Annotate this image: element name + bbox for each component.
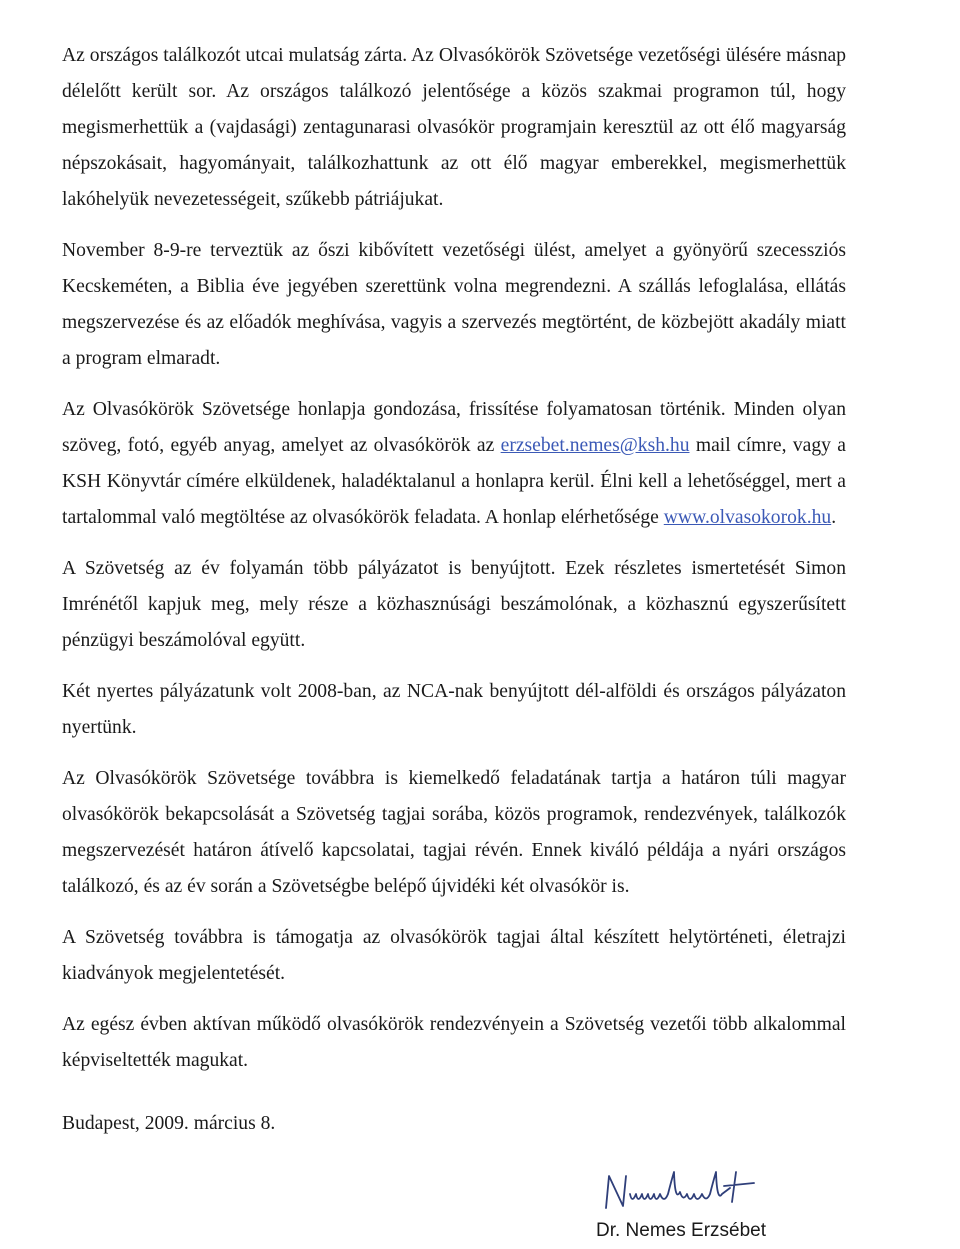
paragraph-national-meeting: Az országos találkozót utcai mulatság zárta. Az Olvasókörök Szövetsége vezetőségi ülésére másnap délelőtt került sor. Az országos találkozó jelentősége a közös szakmai programon túl, hogy megismerhettük a (vajdasági) zentagunarasi olvasókör programjain keresztül az ott élő magyarság népszokásait, hagyományait, találkozhattunk az ott élő magyar emberekkel, megismerhettük lakóhelyük nevezetességeit, szűkebb pátriájukat. — [62, 45, 846, 210]
paragraph-cross-border-circles: Az Olvasókörök Szövetsége továbbra is kiemelkedő feladatának tartja a határon túli magyar olvasókörök bekapcsolását a Szövetség tagjai sorába, közös programok, rendezvények, találkozók megszervezését határon átívelő kapcsolatai, tagjai révén. Ennek kiváló példája a nyári országos találkozó, és az év során a Szövetségbe belépő újvidéki két olvasókör is. — [62, 768, 846, 897]
handwritten-signature — [596, 1158, 806, 1220]
paragraph-applications: A Szövetség az év folyamán több pályázatot is benyújtott. Ezek részletes ismertetését Simon Imrénétől kapjuk meg, mely része a közhasznúsági beszámolónak, a közhasznú egyszerűsített pénzügyi beszámolóval együtt. — [62, 558, 846, 651]
letter-body — [62, 38, 846, 1079]
place-and-date: Budapest, 2009. március 8. — [62, 1113, 276, 1134]
website-text-after-email: mail címre, vagy a KSH Könyvtár címére elküldenek, haladéktalanul a honlapra kerül. Élni kell a lehetőséggel, mert a tartalommal való megtöltése az olvasókörök feladata. A honlap elérhetősége — [62, 435, 846, 528]
website-link[interactable]: www.olvasokorok.hu — [663, 507, 832, 528]
paragraph-representation: Az egész évben aktívan működő olvasókörök rendezvényein a Szövetség vezetői több alkalommal képviseltették magukat. — [62, 1014, 846, 1071]
paragraph-winning-applications: Két nyertes pályázatunk volt 2008-ban, az NCA-nak benyújtott dél-alföldi és országos pályázaton nyertünk. — [62, 681, 846, 738]
email-link[interactable]: erzsebet.nemes@ksh.hu — [500, 435, 690, 456]
paragraph-publications: A Szövetség továbbra is támogatja az olvasókörök tagjai által készített helytörténeti, életrajzi kiadványok megjelentetését. — [62, 927, 846, 984]
website-text-end: . — [831, 507, 837, 528]
website-text-before-email: Az Olvasókörök Szövetsége honlapja gondozása, frissítése folyamatosan történik. Minden olyan szöveg, fotó, egyéb anyag, amelyet az olvasókörök az — [62, 399, 846, 456]
paragraph-november-meeting: November 8-9-re terveztük az őszi kibővített vezetőségi ülést, amelyet a gyönyörű szecessziós Kecskeméten, a Biblia éve jegyében szerettünk volna megrendezni. A szállás lefoglalása, ellátás megszervezése és az előadók meghívása, vagyis a szervezés megtörtént, de közbejött akadály miatt a program elmaradt. — [62, 240, 846, 369]
paragraph-website — [62, 392, 846, 536]
signer-name: Dr. Nemes Erzsébet — [596, 1220, 766, 1241]
